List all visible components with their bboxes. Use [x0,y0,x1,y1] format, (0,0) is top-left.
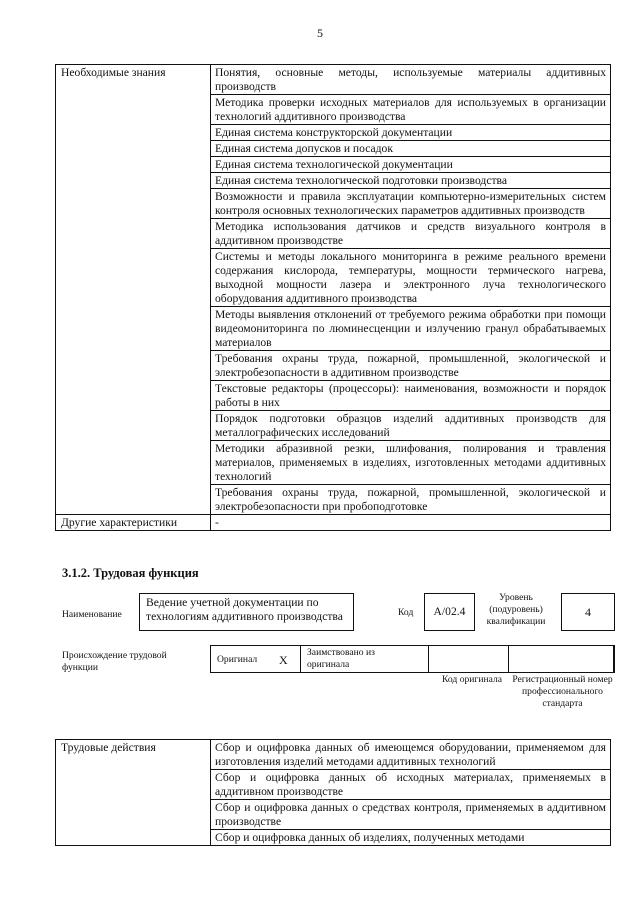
knowledge-item: Единая система технологической подготовки производства [211,173,611,189]
name-label: Наименование [62,609,122,620]
knowledge-item: Требования охраны труда, пожарной, промышленной, экологической и электробезопасности при пробоподготовке [211,485,611,515]
knowledge-item: Единая система допусков и посадок [211,141,611,157]
level-label: Уровень (подуровень) квалификации [486,592,546,627]
level-value: 4 [561,593,615,631]
code-original-cell [429,646,509,672]
knowledge-item: Методика использования датчиков и средств визуального контроля в аддитивном производстве [211,219,611,249]
actions-table [55,739,611,846]
page-number: 5 [317,26,323,40]
table-row [56,740,611,770]
knowledge-item: Понятия, основные методы, используемые материалы аддитивных производств [211,65,611,95]
knowledge-item: Порядок подготовки образцов изделий аддитивных производств для металлографических исследований [211,411,611,441]
knowledge-item: Требования охраны труда, пожарной, промышленной, экологической и электробезопасности в аддитивном производстве [211,351,611,381]
function-name-value: Ведение учетной документации по технологиям аддитивного производства [139,593,354,631]
code-label: Код [398,607,414,618]
borrowed-label: Заимствовано из оригинала [307,647,375,670]
action-item: Сбор и оцифровка данных о средствах контроля, применяемых в аддитивном производстве [211,800,611,830]
knowledge-table [55,64,611,531]
knowledge-item: Возможности и правила эксплуатации компьютерно-измерительных систем контроля основных технологических параметров аддитивных производств [211,189,611,219]
knowledge-item: Системы и методы локального мониторинга в режиме реального времени содержания кислорода, температуры, мощности термического нагрева, выходной мощности лазера и электронного луча технологического оборудования аддитивного производства [211,249,611,307]
action-item: Сбор и оцифровка данных об исходных материалах, применяемых в аддитивном производстве [211,770,611,800]
knowledge-item: Текстовые редакторы (процессоры): наименования, возможности и порядок работы в них [211,381,611,411]
code-original-caption: Код оригинала [441,674,503,685]
table-row [56,65,611,95]
actions-label: Трудовые действия [56,740,211,846]
origin-label: Происхождение трудовой функции [62,650,167,673]
function-code-value: A/02.4 [424,593,475,631]
action-item: Сбор и оцифровка данных об имеющемся оборудовании, применяемом для изготовления изделий методами аддитивных технологий [211,740,611,770]
knowledge-item: Методика проверки исходных материалов для используемых в организации технологий аддитивного производства [211,95,611,125]
knowledge-item: Методики абразивной резки, шлифования, полирования и травления материалов, применяемых в изделиях, изготовленных методами аддитивных технологий [211,441,611,485]
other-value: - [211,515,611,531]
knowledge-item: Единая система конструкторской документации [211,125,611,141]
knowledge-item: Единая система технологической документации [211,157,611,173]
original-cell [211,646,301,672]
borrowed-cell [301,646,429,672]
original-mark: X [279,653,288,667]
knowledge-label: Необходимые знания [56,65,211,515]
reg-number-caption: Регистрационный номер профессионального стандарта [512,674,613,709]
other-label: Другие характеристики [56,515,211,531]
knowledge-item: Методы выявления отклонений от требуемого режима обработки при помощи видеомониторинга по люминесценции и излучению гранул обрабатываемых материалов [211,307,611,351]
original-label: Оригинал [217,654,258,665]
section-title: 3.1.2. Трудовая функция [62,566,199,580]
reg-number-cell [509,646,614,672]
table-row [56,515,611,531]
action-item: Сбор и оцифровка данных об изделиях, полученных методами [211,830,611,846]
origin-row [210,645,615,673]
